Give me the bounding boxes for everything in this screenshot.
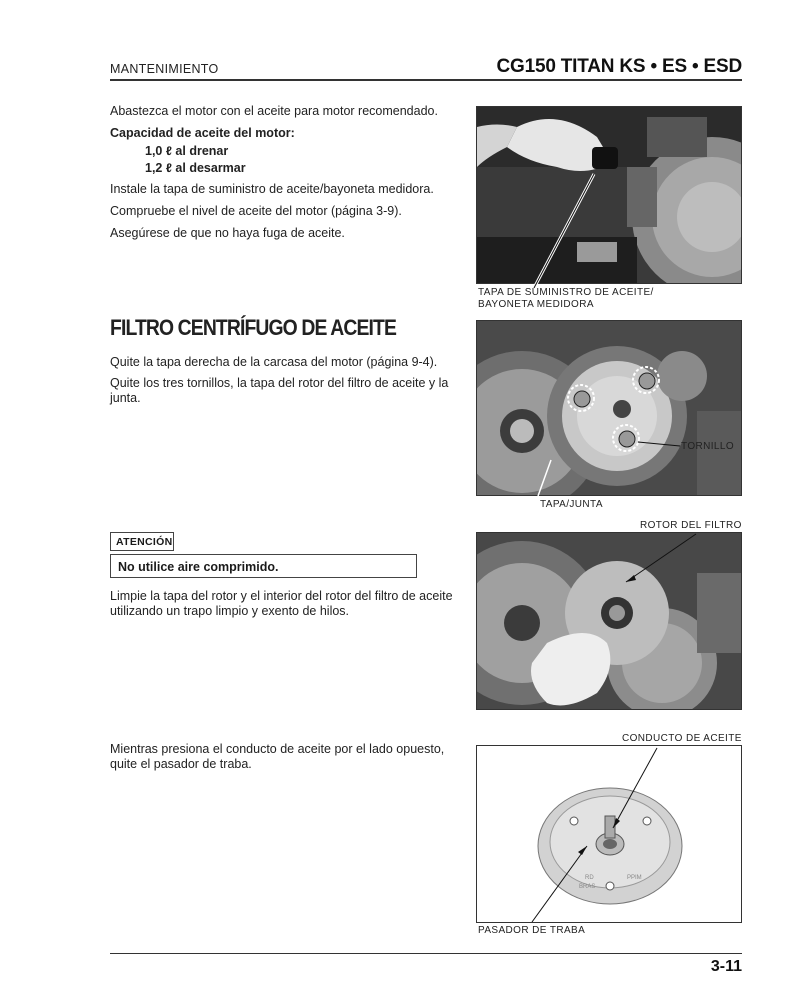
figure2-label-cover: TAPA/JUNTA [540,499,603,510]
capacity-label: Capacidad de aceite del motor: [110,126,295,140]
figure-oil-duct-drawing [476,745,742,923]
page-number: 3-11 [710,958,742,975]
capacity-disassembly: 1,2 ℓ al desarmar [145,161,246,175]
figure1-caption-line1: TAPA DE SUMINISTRO DE ACEITE/ [478,287,654,298]
notice-text: No utilice aire comprimido. [110,554,417,578]
check-level-instruction: Compruebe el nivel de aceite del motor (página 3-9). [110,204,402,218]
figure4-label-pin: PASADOR DE TRABA [478,925,586,936]
running-header-section: MANTENIMIENTO [110,62,219,76]
figure2-screw-markers [476,320,742,496]
notice-tag: ATENCIÓN [110,532,174,551]
install-cap-instruction: Instale la tapa de suministro de aceite/bayoneta medidora. [110,182,434,196]
footer-rule [110,953,742,954]
figure1-caption-line2: BAYONETA MEDIDORA [478,299,594,310]
press-duct-instruction-2: quite el pasador de traba. [110,757,252,771]
clean-rotor-instruction-2: utilizando un trapo limpio y exento de hilos. [110,604,350,618]
section-title: FILTRO CENTRÍFUGO DE ACEITE [110,315,396,340]
clean-rotor-instruction-1: Limpie la tapa del rotor y el interior del rotor del filtro de aceite [110,589,453,603]
cast-text-bras: BRAS [579,884,596,890]
check-leak-instruction: Asegúrese de que no haya fuga de aceite. [110,226,345,240]
remove-screws-instruction-1: Quite los tres tornillos, la tapa del rotor del filtro de aceite y la [110,376,449,390]
figure3-label-rotor: ROTOR DEL FILTRO [640,520,742,531]
figure3-leader-line [476,520,742,600]
remove-cover-instruction: Quite la tapa derecha de la carcasa del motor (página 9-4). [110,355,438,369]
press-duct-instruction-1: Mientras presiona el conducto de aceite por el lado opuesto, [110,742,445,756]
remove-screws-instruction-2: junta. [110,391,141,405]
cast-text-ppim: PPIM [627,875,642,881]
cast-text-rd: RD [585,875,594,881]
figure2-label-screw: TORNILLO [681,441,735,452]
capacity-drain: 1,0 ℓ al drenar [145,144,229,158]
refill-instruction: Abastezca el motor con el aceite para motor recomendado. [110,104,438,118]
figure4-label-duct: CONDUCTO DE ACEITE [622,733,742,744]
header-rule [110,79,742,81]
running-header-model: CG150 TITAN KS • ES • ESD [496,56,742,77]
figure1-leader-line [476,106,742,296]
